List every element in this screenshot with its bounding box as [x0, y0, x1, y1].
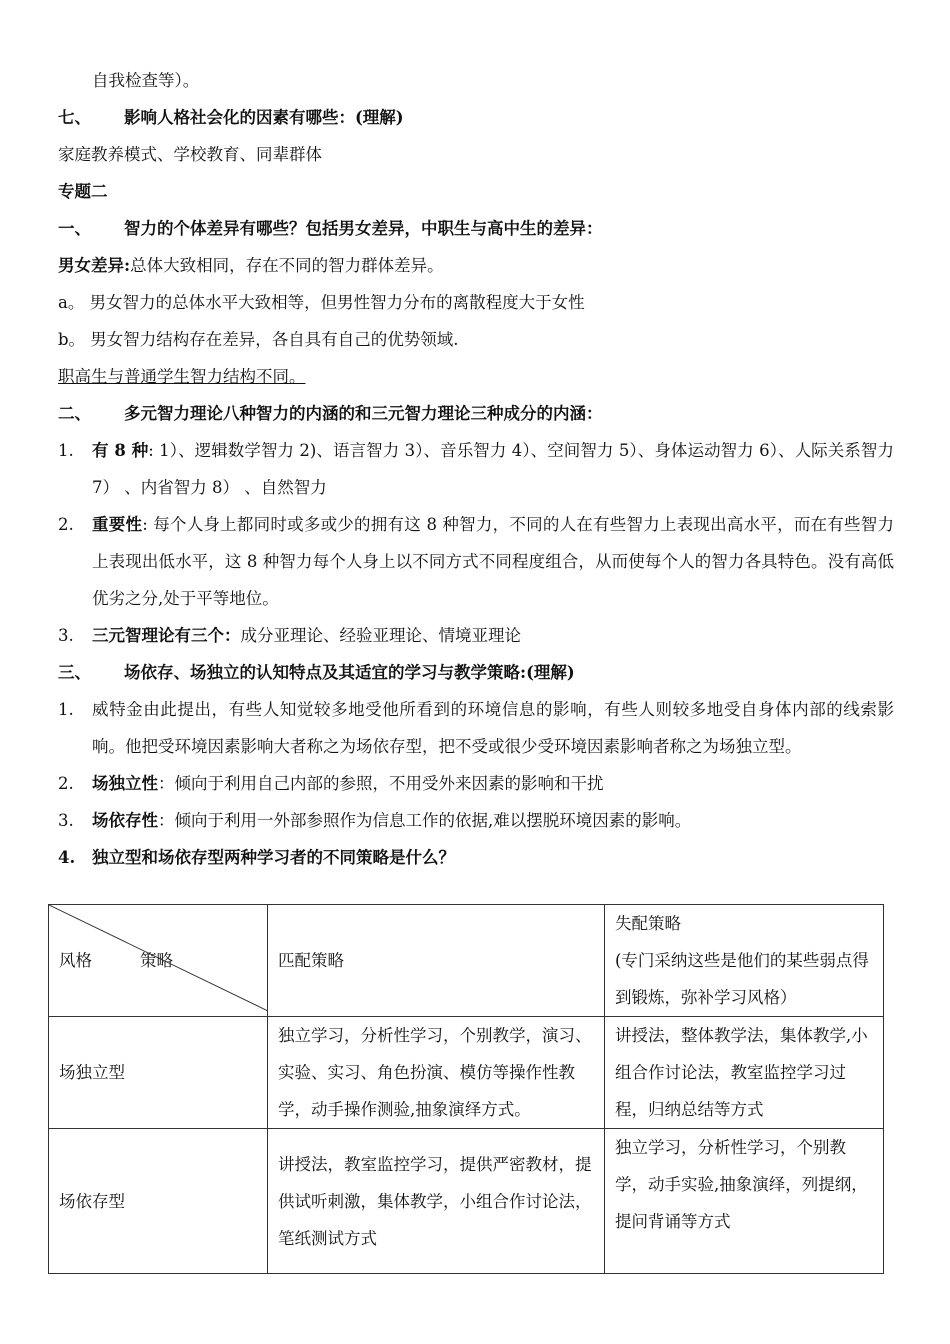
corner-cell [49, 905, 268, 1017]
section-7-heading [58, 99, 894, 136]
item-number: 3. [58, 811, 74, 830]
row-match-cell: 讲授法，教室监控学习，提供严密教材，提供试听刺激，集体教学，小组合作讨论法，笔纸测试方式 [268, 1129, 605, 1274]
list-item [58, 691, 894, 765]
table-header-row [49, 905, 884, 1017]
gender-point-b: b。 男女智力结构存在差异，各自具有自己的优势领域. [58, 330, 459, 349]
section-title: 多元智力理论八种智力的内涵的和三元智力理论三种成分的内涵： [124, 404, 603, 423]
table-row [49, 1129, 884, 1274]
list-item [58, 802, 894, 839]
item-number: 2. [58, 515, 74, 534]
item-label: 独立型和场依存型两种学习者的不同策略是什么？ [92, 848, 455, 867]
section-number: 二、 [58, 404, 91, 423]
table-row [49, 1017, 884, 1129]
section-7-answer: 家庭教养模式、学校教育、同辈群体 [58, 145, 322, 164]
gender-point-a: a。 男女智力的总体水平大致相等，但男性智力分布的离散程度大于女性 [58, 293, 585, 312]
continued-text: 自我检查等）。 [92, 71, 200, 90]
section-number: 一、 [58, 219, 91, 238]
item-text: ：倾向于利用自己内部的参照，不用受外来因素的影响和干扰 [158, 774, 604, 793]
header-mismatch-note: (专门采纳这些是他们的某些弱点得到锻炼，弥补学习风格） [615, 951, 869, 1007]
item-number: 2. [58, 774, 74, 793]
list-item [58, 839, 894, 876]
section-title: 智力的个体差异有哪些？包括男女差异，中职生与高中生的差异： [124, 219, 603, 238]
row-match-cell: 独立学习，分析性学习，个别教学，演习、实验、实习、角色扮演、模仿等操作性教学，动手操作测验,抽象演绎方式。 [268, 1017, 605, 1129]
header-match: 匹配策略 [268, 905, 605, 1017]
list-item [58, 617, 894, 654]
gender-difference [58, 247, 894, 284]
vocational-note [58, 358, 894, 395]
item-number: 4. [58, 848, 76, 867]
item-label: 场依存性 [92, 811, 158, 830]
item-text: 威特金由此提出，有些人知觉较多地受他所看到的环境信息的影响，有些人则较多地受自身体内部的线索影响。他把受环境因素影响大者称之为场依存型，把不受或很少受环境因素影响者称之为场独立型。 [92, 700, 894, 756]
vocational-text: 职高生与普通学生智力结构不同。 [58, 367, 306, 386]
item-text: : 1）、逻辑数学智力 2)、语言智力 3）、音乐智力 4）、空间智力 5）、身体运动智力 6）、人际关系智力 7） 、内省智力 8） 、自然智力 [92, 441, 894, 497]
corner-style-label: 风格 [59, 951, 92, 970]
row-style-cell: 场依存型 [49, 1129, 268, 1274]
diagonal-line [49, 905, 268, 1011]
item-label: 有 8 种 [92, 441, 149, 460]
topic-heading: 专题二 [58, 182, 108, 201]
list-item [58, 506, 894, 617]
header-mismatch [605, 905, 884, 1017]
item-text: ：倾向于利用一外部参照作为信息工作的依据,难以摆脱环境因素的影响。 [158, 811, 692, 830]
section-3-heading [58, 654, 894, 691]
section-number: 七、 [58, 108, 91, 127]
item-label: 重要性 [92, 515, 143, 534]
section-2-heading [58, 395, 894, 432]
list-item [58, 432, 894, 506]
gender-text: 总体大致相同，存在不同的智力群体差异。 [130, 256, 444, 275]
item-text: 成分亚理论、经验亚理论、情境亚理论 [240, 626, 521, 645]
item-number: 1. [58, 441, 74, 460]
strategy-table [48, 904, 884, 1274]
row-mismatch-cell: 讲授法，整体教学法，集体教学,小组合作讨论法，教室监控学习过程，归纳总结等方式 [605, 1017, 884, 1129]
row-mismatch-cell: 独立学习，分析性学习，个别教学，动手实验,抽象演绎，列提纲，提问背诵等方式 [605, 1129, 884, 1274]
section-title: 影响人格社会化的因素有哪些：(理解) [124, 108, 404, 127]
item-text: : 每个人身上都同时或多或少的拥有这 8 种智力，不同的人在有些智力上表现出高水平，而在有些智力上表现出低水平，这 8 种智力每个人身上以不同方式不同程度组合，从而使每个人的智力各具特色。没有高低优劣之分,处于平等地位。 [92, 515, 894, 608]
section-1-heading [58, 210, 894, 247]
document-page [58, 62, 894, 876]
section-number: 三、 [58, 663, 91, 682]
corner-strategy-label: 策略 [140, 951, 173, 970]
item-number: 3. [58, 626, 74, 645]
item-number: 1. [58, 700, 74, 719]
item-label: 场独立性 [92, 774, 158, 793]
row-style-cell: 场独立型 [49, 1017, 268, 1129]
section-title: 场依存、场独立的认知特点及其适宜的学习与教学策略:(理解) [124, 663, 575, 682]
header-mismatch-title: 失配策略 [615, 914, 681, 933]
list-item [58, 765, 894, 802]
item-label: 三元智理论有三个： [92, 626, 241, 645]
gender-label: 男女差异: [58, 256, 131, 275]
